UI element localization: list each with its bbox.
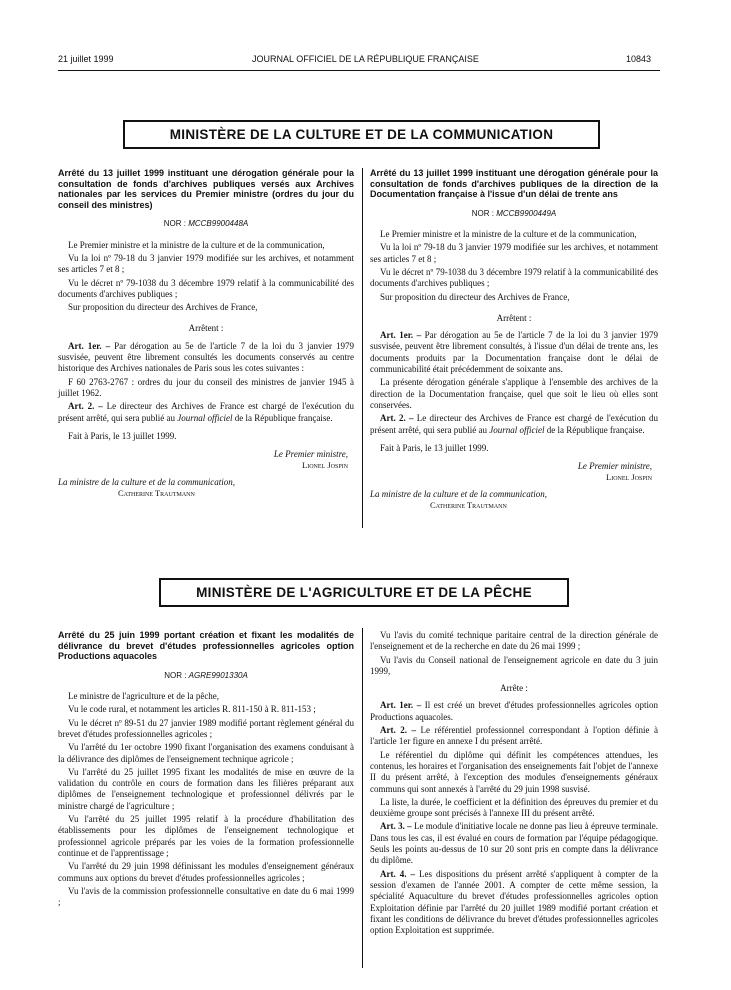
signature-title: La ministre de la culture et de la communication, [370,488,548,499]
fait-line: Fait à Paris, le 13 juillet 1999. [380,442,489,453]
page-date: 21 juillet 1999 [58,54,114,64]
paragraph: Vu l'avis de la commission professionnelle consultative en date du 6 mai 1999 ; [58,885,354,908]
paragraph: Le référentiel du diplôme qui définit les compétences attendues, les contenus, les horaires et l'organisation des enseignements fait l'objet de l'annexe II du présent arrêté, à l'exception des modules d'enseignements généraux communs qui sont annexés à l'arrêté du 29 juin 1998 susvisé. [370,749,658,794]
signature-name: Catherine Trautmann [118,488,195,499]
paragraph: Vu la loi nº 79-18 du 3 janvier 1979 modifiée sur les archives, et notamment ses articles 7 et 8 ; [58,252,354,275]
article-1: Art. 1er. – Il est créé un brevet d'études professionnelles agricoles option Productions aquacoles. [370,700,659,722]
article-4: Art. 4. – Les dispositions du présent arrêté s'appliquent à compter de la session d'examen de l'année 2001. A compter de cette même session, la spécialité Aquaculture du brevet d'études professionnelles agricoles option Exploitation définie par l'arrêté du 20 juillet 1989 modifié portant création et fixant les conditions de délivrance du brevet d'études professionnelles agricoles option Exploitation est supprimée. [370,868,658,936]
paragraph: Vu l'arrêté du 25 juillet 1995 fixant les modalités de mise en œuvre de la validation du contrôle en cours de formation dans les filières préparant aux diplômes de l'enseignement technologique et professionnel délivrés par le ministre chargé de l'agriculture ; [58,766,354,811]
paragraph: Vu le décret nº 89-51 du 27 janvier 1989 modifié portant règlement général du brevet d'études professionnelles agricoles ; [58,717,354,739]
signature-title: La ministre de la culture et de la communication, [58,476,236,487]
paragraph: Le Premier ministre et la ministre de la culture et de la communication, [380,229,637,240]
article-2: Art. 2. – Le directeur des Archives de France est chargé de l'exécution du présent arrêté, qui sera publié au Journal officiel de la République française. [58,401,355,423]
paragraph: Le ministre de l'agriculture et de la pêche, [68,691,220,702]
paragraph: Vu le décret nº 79-1038 du 3 décembre 1979 relatif à la communicabilité des documents d'archives publiques ; [58,277,354,299]
paragraph: Vu l'arrêté du 1er octobre 1990 fixant l'organisation des examens conduisant à la délivrance des diplômes de l'enseignement technique agricole ; [58,742,354,764]
article-title: Arrêté du 25 juin 1999 portant création et fixant les modalités de délivrance du brevet d'études professionnelles agricoles option Productions aquacoles [58,630,354,662]
paragraph: Le Premier ministre et la ministre de la culture et de la communication, [68,239,325,250]
fait-line: Fait à Paris, le 13 juillet 1999. [68,430,177,441]
article-2: Art. 2. – Le directeur des Archives de France est chargé de l'exécution du présent arrêté, qui sera publié au Journal officiel de la République française. [370,413,659,435]
column-divider [362,168,363,528]
article-title: Arrêté du 13 juillet 1999 instituant une dérogation générale pour la consultation de fonds d'archives publiques versés aux Archives nationales par les services du Premier ministre (ordres du jour du conseil des ministres) [58,168,354,210]
page-number: 10843 [626,54,652,64]
paragraph: Vu le décret nº 79-1038 du 3 décembre 1979 relatif à la communicabilité des documents d'archives publiques ; [370,266,658,289]
agriculture-left-article [58,630,354,910]
signature-name: Lionel Jospin [606,472,652,483]
signature-name: Lionel Jospin [302,460,348,471]
paragraph: Vu le code rural, et notamment les articles R. 811-150 à R. 811-153 ; [68,704,316,715]
nor-reference: NOR : AGRE9901330A [164,670,248,680]
paragraph: Sur proposition du directeur des Archives de France, [380,291,570,302]
ministry-culture-heading: MINISTÈRE DE LA CULTURE ET DE LA COMMUNICATION [123,120,600,149]
paragraph: Vu la loi nº 79-18 du 3 janvier 1979 modifiée sur les archives, et notamment ses articles 7 et 8 ; [370,242,658,264]
signature-name: Catherine Trautmann [430,500,507,511]
nor-reference: NOR : MCCB9900448A [163,219,249,229]
paragraph: Vu l'arrêté du 29 juin 1998 définissant les modules d'enseignement généraux communs aux options du brevet d'études professionnelles agricoles ; [58,861,354,883]
paragraph: Vu l'avis du Conseil national de l'enseignement agricole en date du 3 juin 1999, [370,654,658,676]
paragraph: Vu l'avis du comité technique paritaire central de la direction générale de l'enseignement et de la recherche en date du 26 mai 1999 ; [370,630,658,652]
arrete-label: Arrête : [500,683,528,694]
arrete-label: Arrêtent : [188,323,224,334]
paragraph: La liste, la durée, le coefficient et la définition des épreuves du premier et du deuxième groupe sont précisés à l'annexe III du présent arrêté. [370,796,658,819]
nor-reference: NOR : MCCB9900449A [471,208,557,218]
article-1: Art. 1er. – Par dérogation au 5e de l'article 7 de la loi du 3 janvier 1979 susvisée, peuvent être librement consultés les documents conservés au centre historique des Archives nationales de Paris sous les cotes suivantes : [58,340,355,374]
paragraph: Sur proposition du directeur des Archives de France, [68,302,258,313]
agriculture-right-article [370,630,658,938]
paragraph: La présente dérogation générale s'applique à l'ensemble des archives de la direction de la Documentation française, quel que soit le lieu où elles sont conservées. [370,377,658,410]
signature-title: Le Premier ministre, [273,449,348,460]
article-1: Art. 1er. – Par dérogation au 5e de l'article 7 de la loi du 3 janvier 1979 susvisée, peuvent être librement consultés, à l'issue d'un délai de trente ans, les documents produits par la Documentation française dont le délai de communicabilité était précédemment de soixante ans. [370,330,659,375]
paragraph: F 60 2763-2767 : ordres du jour du conseil des ministres de janvier 1945 à juillet 1962. [58,376,354,398]
article-3: Art. 3. – Le module d'initiative locale ne donne pas lieu à épreuve terminale. Dans tous les cas, il est évalué en cours de formation par l'équipe pédagogique. Seuls les points au-dessus de 10 sur 20 sont pris en compte dans la délivrance du diplôme. [370,821,658,866]
article-2: Art. 2. – Le référentiel professionnel correspondant à l'option définie à l'article 1er figure en annexe I du présent arrêté. [370,725,658,747]
ministry-agriculture-heading: MINISTÈRE DE L'AGRICULTURE ET DE LA PÊCHE [159,578,569,607]
article-title: Arrêté du 13 juillet 1999 instituant une dérogation générale pour la consultation de fonds d'archives publiques de la direction de la Documentation française à l'issue d'un délai de trente ans [370,168,658,200]
culture-left-article [58,168,354,499]
paragraph: Vu l'arrêté du 25 juillet 1995 relatif à la procédure d'habilitation des établissements pour les diplômes de l'enseignement technologique et professionnel agricole préparés par les voies de la formation professionnelle continue et de l'apprentissage ; [58,814,354,858]
journal-title: JOURNAL OFFICIEL DE LA RÉPUBLIQUE FRANÇAISE [252,54,479,64]
arrete-label: Arrêtent : [496,312,532,323]
culture-right-article [370,168,658,511]
header-rule [58,70,660,71]
signature-title: Le Premier ministre, [577,461,652,472]
column-divider [362,628,363,968]
